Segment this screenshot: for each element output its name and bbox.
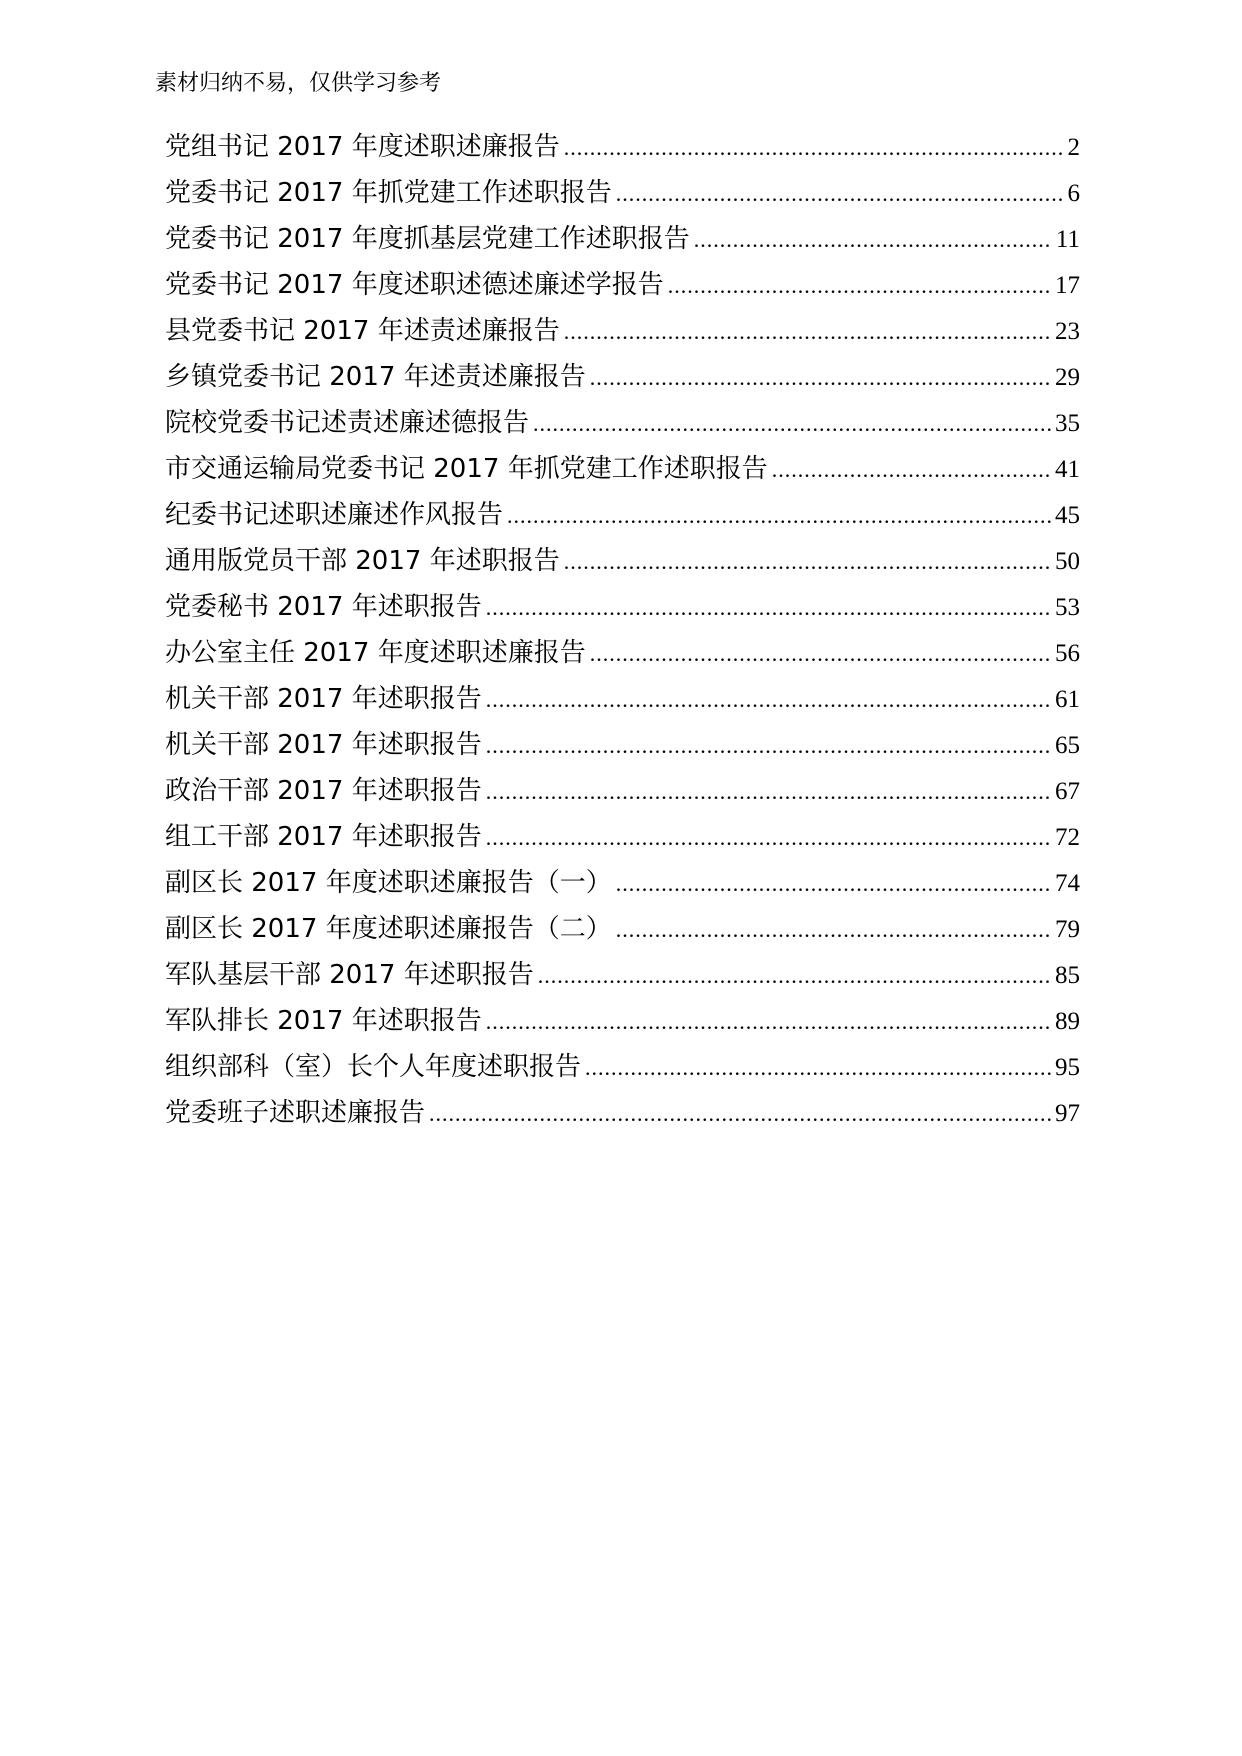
toc-entry[interactable] [165,952,1080,998]
toc-entry-page: 79 [1055,916,1080,943]
toc-leader-dots [772,447,1051,493]
toc-leader-dots [590,355,1051,401]
toc-entry-title: 纪委书记述职述廉述作风报告 [165,500,504,530]
toc-entry-page: 97 [1055,1100,1080,1127]
toc-entry-title: 军队排长 2017 年述职报告 [165,1006,482,1036]
toc-entry-page: 6 [1067,180,1080,207]
table-of-contents [165,124,1080,1136]
toc-leader-dots [533,401,1051,447]
toc-entry-page: 89 [1055,1008,1080,1035]
toc-leader-dots [616,907,1051,953]
toc-entry[interactable] [165,906,1080,952]
toc-entry-page: 72 [1055,824,1080,851]
toc-entry-page: 67 [1055,778,1080,805]
toc-entry-page: 35 [1055,410,1080,437]
toc-entry-title: 党委书记 2017 年抓党建工作述职报告 [165,178,612,208]
toc-entry[interactable] [165,170,1080,216]
toc-entry-title: 军队基层干部 2017 年述职报告 [165,960,534,990]
toc-leader-dots [486,585,1051,631]
toc-entry[interactable] [165,814,1080,860]
toc-leader-dots [694,217,1052,263]
toc-leader-dots [616,861,1051,907]
toc-entry-title: 党委秘书 2017 年述职报告 [165,592,482,622]
toc-leader-dots [486,723,1051,769]
toc-entry-page: 23 [1055,318,1080,345]
toc-entry-title: 市交通运输局党委书记 2017 年抓党建工作述职报告 [165,454,768,484]
toc-entry-page: 29 [1055,364,1080,391]
toc-leader-dots [429,1091,1051,1137]
toc-entry[interactable] [165,400,1080,446]
toc-leader-dots [507,493,1051,539]
toc-entry[interactable] [165,676,1080,722]
toc-entry-title: 县党委书记 2017 年述责述廉报告 [165,316,560,346]
toc-entry-title: 机关干部 2017 年述职报告 [165,684,482,714]
toc-entry-title: 院校党委书记述责述廉述德报告 [165,408,530,438]
toc-entry-title: 副区长 2017 年度述职述廉报告（二） [165,914,612,944]
toc-entry[interactable] [165,998,1080,1044]
toc-leader-dots [564,125,1064,171]
toc-entry[interactable] [165,722,1080,768]
toc-entry-title: 党委书记 2017 年度述职述德述廉述学报告 [165,270,664,300]
toc-entry[interactable] [165,124,1080,170]
toc-entry-page: 11 [1055,226,1080,253]
toc-leader-dots [616,171,1064,217]
toc-entry-page: 50 [1055,548,1080,575]
toc-leader-dots [668,263,1051,309]
toc-leader-dots [585,1045,1051,1091]
toc-entry-page: 53 [1055,594,1080,621]
toc-entry-title: 副区长 2017 年度述职述廉报告（一） [165,868,612,898]
toc-entry-title: 党组书记 2017 年度述职述廉报告 [165,132,560,162]
toc-entry-title: 组织部科（室）长个人年度述职报告 [165,1052,582,1082]
toc-leader-dots [486,999,1051,1045]
toc-leader-dots [564,309,1051,355]
toc-entry-title: 通用版党员干部 2017 年述职报告 [165,546,560,576]
toc-entry-title: 政治干部 2017 年述职报告 [165,776,482,806]
toc-entry[interactable] [165,354,1080,400]
toc-entry-page: 61 [1055,686,1080,713]
toc-entry-title: 党委班子述职述廉报告 [165,1098,426,1128]
toc-entry-page: 17 [1055,272,1080,299]
toc-entry-title: 机关干部 2017 年述职报告 [165,730,482,760]
toc-entry[interactable] [165,1090,1080,1136]
toc-leader-dots [486,769,1051,815]
toc-entry[interactable] [165,584,1080,630]
toc-entry-page: 45 [1055,502,1080,529]
toc-entry-page: 65 [1055,732,1080,759]
toc-entry-page: 95 [1055,1054,1080,1081]
toc-leader-dots [538,953,1051,999]
toc-entry-page: 74 [1055,870,1080,897]
toc-entry[interactable] [165,860,1080,906]
header-note: 素材归纳不易，仅供学习参考 [155,71,442,96]
toc-entry[interactable] [165,492,1080,538]
toc-entry-page: 2 [1067,134,1080,161]
toc-entry[interactable] [165,308,1080,354]
toc-leader-dots [486,815,1051,861]
toc-entry[interactable] [165,538,1080,584]
toc-leader-dots [564,539,1051,585]
toc-entry[interactable] [165,216,1080,262]
toc-entry-page: 85 [1055,962,1080,989]
toc-entry[interactable] [165,262,1080,308]
toc-entry-page: 41 [1055,456,1080,483]
toc-entry-title: 办公室主任 2017 年度述职述廉报告 [165,638,586,668]
toc-leader-dots [590,631,1051,677]
toc-entry[interactable] [165,1044,1080,1090]
toc-entry[interactable] [165,630,1080,676]
toc-entry[interactable] [165,768,1080,814]
toc-entry-page: 56 [1055,640,1080,667]
toc-entry-title: 乡镇党委书记 2017 年述责述廉报告 [165,362,586,392]
toc-leader-dots [486,677,1051,723]
toc-entry-title: 党委书记 2017 年度抓基层党建工作述职报告 [165,224,690,254]
toc-entry[interactable] [165,446,1080,492]
toc-entry-title: 组工干部 2017 年述职报告 [165,822,482,852]
